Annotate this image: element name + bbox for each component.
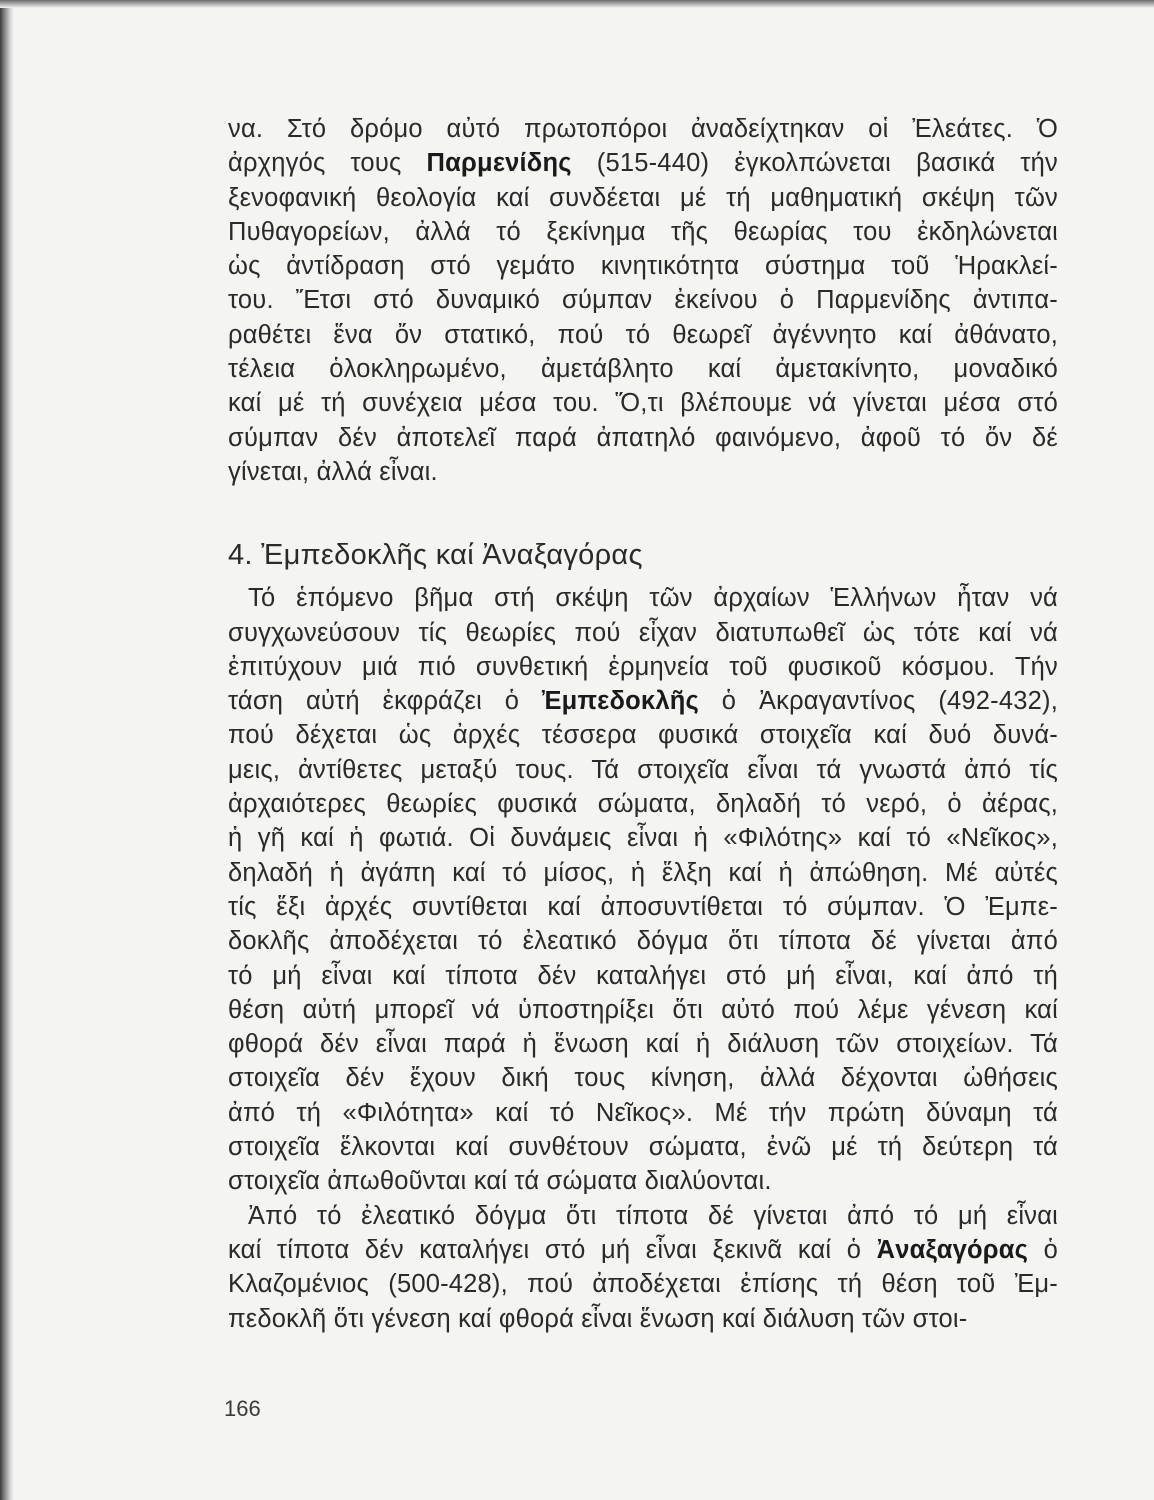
book-page-text [228,112,1058,1336]
paragraph-anaxagoras [228,1199,1058,1336]
text-line: δηλαδή ἡ ἀγάπη καί τό μίσος, ἡ ἕλξη καί ἡ ἀπώθηση. Μέ αὐτές [228,858,1058,887]
text-line: του. Ἔτσι στό δυναμικό σύμπαν ἐκείνου ὁ Παρμενίδης ἀντιπα- [228,286,1058,315]
text-line: τέλεια ὁλοκληρωμένο, ἀμετάβλητο καί ἀμετακίνητο, μοναδικό [228,355,1058,384]
text-line: Πυθαγορείων, ἀλλά τό ξεκίνημα τῆς θεωρίας του ἐκδηλώνεται [228,217,1058,246]
section-heading: 4. Ἐμπεδοκλῆς καί Ἀναξαγόρας [228,539,643,572]
text-line: στοιχεῖα ἕλκονται καί συνθέτουν σώματα, ἐνῶ μέ τή δεύτερη τά [228,1133,1058,1162]
paragraph-parmenides [228,112,1058,489]
text-line: ἐπιτύχουν μιά πιό συνθετική ἑρμηνεία τοῦ φυσικοῦ κόσμου. Τήν [228,652,1058,681]
page-number: 166 [224,1396,261,1421]
text-line: πού δέχεται ὡς ἀρχές τέσσερα φυσικά στοιχεῖα καί δυό δυνά- [228,721,1058,750]
text-span: τάση αὐτή ἐκφράζει ὁ [228,687,542,716]
text-span: καί τίποτα δέν καταλήγει στό μή εἶναι ξεκινᾶ καί ὁ [228,1235,877,1264]
text-line: τό μή εἶναι καί τίποτα δέν καταλήγει στό μή εἶναι, καί ἀπό τή [228,961,1058,990]
text-line [228,1233,1058,1267]
text-line: στοιχεῖα ἀπωθοῦνται καί τά σώματα διαλύονται. [228,1167,772,1196]
text-line: Τό ἑπόμενο βῆμα στή σκέψη τῶν ἀρχαίων Ἑλλήνων ἦταν νά [248,584,1058,613]
text-line: πεδοκλῆ ὅτι γένεση καί φθορά εἶναι ἕνωση καί διάλυση τῶν στοι- [228,1304,968,1333]
bold-name: Ἀναξαγόρας [876,1235,1029,1264]
text-line: γίνεται, ἀλλά εἶναι. [228,457,438,486]
text-line: στοιχεῖα δέν ἔχουν δική τους κίνηση, ἀλλά δέχονται ὠθήσεις [228,1064,1058,1093]
text-line: συγχωνεύσουν τίς θεωρίες πού εἶχαν διατυπωθεῖ ὡς τότε καί νά [228,618,1058,647]
bold-name: Ἐμπεδοκλῆς [541,687,699,716]
text-line: Κλαζομένιος (500-428), πού ἀποδέχεται ἐπίσης τή θέση τοῦ Ἐμ- [228,1270,1058,1299]
text-line: ἡ γῆ καί ἡ φωτιά. Οἱ δυνάμεις εἶναι ἡ «Φιλότης» καί τό «Νεῖκος», [228,824,1058,853]
text-span: (515-440) ἐγκολπώνεται βασικά τήν [571,149,1058,178]
text-line: θέση αὐτή μπορεῖ νά ὑποστηρίξει ὅτι αὐτό πού λέμε γένεση καί [228,995,1058,1024]
page-top-edge [0,0,1154,8]
text-line: καί μέ τή συνέχεια μέσα του. Ὅ,τι βλέπουμε νά γίνεται μέσα στό [228,389,1058,418]
text-line: ἀρχαιότερες θεωρίες φυσικά σώματα, δηλαδή τό νερό, ὁ ἀέρας, [228,790,1058,819]
text-span: ὁ Ἀκραγαντίνος (492-432), [698,687,1058,716]
text-line [228,146,1058,180]
paragraph-empedocles [228,581,1058,1198]
text-line: δοκλῆς ἀποδέχεται τό ἐλεατικό δόγμα ὅτι τίποτα δέ γίνεται ἀπό [228,927,1058,956]
text-line [228,684,1058,718]
page-binding-shadow [0,0,14,1500]
text-line: ξενοφανική θεολογία καί συνδέεται μέ τή μαθηματική σκέψη τῶν [228,183,1058,212]
text-span: ὁ [1028,1235,1058,1264]
text-line: φθορά δέν εἶναι παρά ἡ ἕνωση καί ἡ διάλυση τῶν στοιχείων. Τά [228,1030,1058,1059]
text-line: ἀπό τή «Φιλότητα» καί τό Νεῖκος». Μέ τήν πρώτη δύναμη τά [228,1098,1058,1127]
text-span: ἀρχηγός τους [228,149,427,178]
text-line: τίς ἕξι ἀρχές συντίθεται καί ἀποσυντίθεται τό σύμπαν. Ὁ Ἐμπε- [228,892,1058,921]
text-line: ὡς ἀντίδραση στό γεμάτο κινητικότητα σύστημα τοῦ Ἡρακλεί- [228,252,1058,281]
text-line: ραθέτει ἕνα ὄν στατικό, πού τό θεωρεῖ ἀγέννητο καί ἀθάνατο, [228,320,1058,349]
text-line: σύμπαν δέν ἀποτελεῖ παρά ἀπατηλό φαινόμενο, ἀφοῦ τό ὄν δέ [228,423,1058,452]
bold-name: Παρμενίδης [426,149,572,178]
text-line: Ἀπό τό ἐλεατικό δόγμα ὅτι τίποτα δέ γίνεται ἀπό τό μή εἶναι [248,1201,1058,1230]
text-line: μεις, ἀντίθετες μεταξύ τους. Τά στοιχεῖα εἶναι τά γνωστά ἀπό τίς [228,755,1058,784]
text-line: να. Στό δρόμο αὐτό πρωτοπόροι ἀναδείχτηκαν οἱ Ἐλεάτες. Ὁ [228,115,1058,143]
